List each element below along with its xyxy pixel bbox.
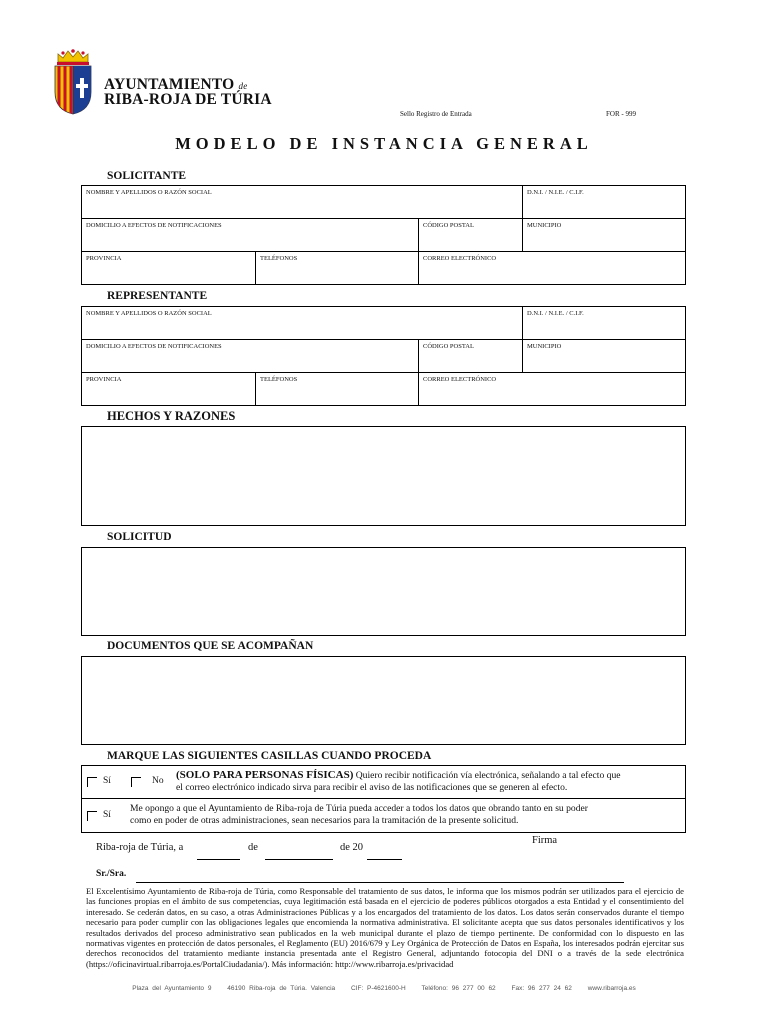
representante-correo-field[interactable]: CORREO ELECTRÓNICO	[418, 372, 686, 406]
representante-domicilio-field[interactable]: DOMICILIO A EFECTOS DE NOTIFICACIONES	[81, 339, 419, 373]
footer-website: www.ribarroja.es	[587, 985, 636, 992]
representante-telefonos-field[interactable]: TELÉFONOS	[255, 372, 419, 406]
representante-provincia-field[interactable]: PROVINCIA	[81, 372, 256, 406]
option-oposicion-text: Me opongo a que el Ayuntamiento de Riba-roja de Túria pueda acceder a todos los datos que obrando tanto en su poder como en poder de otras administraciones, sean necesarios para la tramitación de la presente solicitud.	[130, 803, 588, 826]
label-si: Sí	[103, 776, 111, 786]
solicitante-dni-field[interactable]: D.N.I. / N.I.E. / C.I.F.	[522, 185, 686, 219]
solicitante-cp-field[interactable]: CÓDIGO POSTAL	[418, 218, 523, 252]
footer-contact	[0, 985, 768, 992]
solicitante-nombre-field[interactable]: NOMBRE Y APELLIDOS O RAZÓN SOCIAL	[81, 185, 523, 219]
footer-fax: Fax: 96 277 24 62	[511, 985, 572, 992]
de-label-2: de 20	[340, 842, 364, 853]
year-input-line[interactable]	[367, 859, 402, 860]
label-si: Sí	[103, 810, 111, 820]
checkbox-notificacion-no[interactable]	[131, 777, 141, 787]
section-title-casillas: MARQUE LAS SIGUIENTES CASILLAS CUANDO PROCEDA	[107, 750, 432, 762]
option-notificacion-row	[81, 765, 686, 799]
section-title-representante: REPRESENTANTE	[107, 290, 208, 302]
checkbox-notificacion-si[interactable]	[87, 777, 97, 787]
option-oposicion-row	[81, 798, 686, 833]
hechos-textarea[interactable]	[81, 426, 686, 526]
section-title-documentos: DOCUMENTOS QUE SE ACOMPAÑAN	[107, 640, 314, 652]
page-title: MODELO DE INSTANCIA GENERAL	[175, 134, 593, 153]
solicitante-block	[81, 185, 686, 285]
label-no: No	[152, 776, 164, 786]
representante-nombre-field[interactable]: NOMBRE Y APELLIDOS O RAZÓN SOCIAL	[81, 306, 523, 340]
section-title-solicitud: SOLICITUD	[107, 531, 172, 543]
recipient-label: Sr./Sra.	[96, 869, 127, 879]
solicitante-correo-field[interactable]: CORREO ELECTRÓNICO	[418, 251, 686, 285]
org-name-line2: RIBA-ROJA DE TÚRIA	[104, 91, 272, 108]
de-label-1: de	[248, 842, 258, 853]
section-title-solicitante: SOLICITANTE	[107, 170, 187, 182]
solicitante-provincia-field[interactable]: PROVINCIA	[81, 251, 256, 285]
privacy-notice: El Excelentísimo Ayuntamiento de Riba-roja de Túria, como Responsable del tratamiento de sus datos, le informa que los mismos podrán ser utilizados para el ejercicio de las funciones propias en el ámbito de sus competencias, cuya legitimación está basada en el ejercicio de poderes públicos otorgados a esta Entidad y el consentimiento del interesado. Se cederán datos, en su caso, a otras Administraciones Públicas y a los encargados del tratamiento de los datos. Los datos serán conservados durante el tiempo necesario para poder cumplir con las obligaciones legales que encomienda la normativa administrativa. El solicitante acepta que sus datos personales identificativos y los resultados derivados del proceso administrativo sean publicados en la web municipal durante el plazo de tiempo pertinente. De conformidad con lo dispuesto en las normativas vigentes en protección de datos personales, el Reglamento (EU) 2016/679 y Ley Orgánica de Protección de Datos en España, los interesados podrán ejercitar sus derechos reconocidos del tratamiento mediante instancia presentada ante el Registro General, adjuntando fotocopia del DNI o a través de la sede electrónica (https://oficinavirtual.ribarroja.es/PortalCiudadania/). Más información: http://www.ribarroja.es/privacidad	[86, 886, 684, 969]
registry-stamp-label: Sello Registro de Entrada	[400, 110, 472, 118]
representante-municipio-field[interactable]: MUNICIPIO	[522, 339, 686, 373]
org-name-line1: AYUNTAMIENTO de	[104, 76, 248, 93]
month-input-line[interactable]	[265, 859, 333, 860]
solicitud-textarea[interactable]	[81, 547, 686, 636]
solicitante-telefonos-field[interactable]: TELÉFONOS	[255, 251, 419, 285]
place-label: Riba-roja de Túria, a	[96, 842, 184, 853]
checkbox-oposicion-si[interactable]	[87, 811, 97, 821]
option-notificacion-text: (SOLO PARA PERSONAS FÍSICAS) Quiero recibir notificación vía electrónica, señalando a tal efecto que el correo electrónico indicado sirva para recibir el aviso de las notificaciones que se generen al efecto.	[176, 769, 621, 793]
documentos-textarea[interactable]	[81, 656, 686, 745]
section-title-hechos: HECHOS Y RAZONES	[107, 409, 236, 423]
solicitante-municipio-field[interactable]: MUNICIPIO	[522, 218, 686, 252]
day-input-line[interactable]	[197, 859, 240, 860]
representante-cp-field[interactable]: CÓDIGO POSTAL	[418, 339, 523, 373]
form-code: FOR - 999	[606, 110, 636, 118]
footer-cif: CIF: P-4621600-H	[350, 985, 406, 992]
municipal-coat-of-arms-logo	[52, 48, 94, 116]
footer-city: 46190 Riba-roja de Túria. Valencia	[227, 985, 336, 992]
footer-address: Plaza del Ayuntamiento 9	[132, 985, 212, 992]
solicitante-domicilio-field[interactable]: DOMICILIO A EFECTOS DE NOTIFICACIONES	[81, 218, 419, 252]
representante-block	[81, 306, 686, 406]
footer-phone: Teléfono: 96 277 00 62	[421, 985, 496, 992]
recipient-input-line[interactable]	[136, 882, 624, 883]
representante-dni-field[interactable]: D.N.I. / N.I.E. / C.I.F.	[522, 306, 686, 340]
checkbox-options-block	[81, 765, 686, 833]
signature-label: Firma	[532, 835, 558, 846]
